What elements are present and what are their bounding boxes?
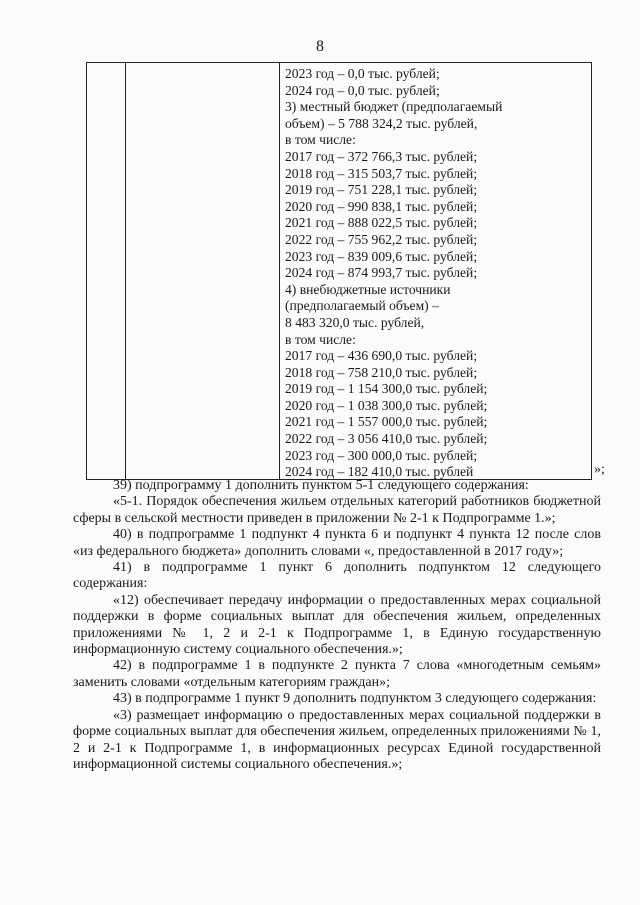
paragraph-39: 39) подпрограмму 1 дополнить пунктом 5-1 следующего содержания: [113, 478, 529, 493]
cell-line: (предполагаемый объем) – [285, 298, 439, 314]
paragraph-41: 41) в подпрограмме 1 пункт 6 дополнить подпунктом 12 следующего содержания: [73, 560, 601, 592]
cell-line: 2024 год – 874 993,7 тыс. рублей; [285, 265, 478, 281]
cell-line: 2022 год – 3 056 410,0 тыс. рублей; [285, 431, 488, 447]
cell-line: 2017 год – 372 766,3 тыс. рублей; [285, 148, 478, 164]
cell-line: 2024 год – 182 410,0 тыс. рублей [285, 464, 474, 480]
paragraph-39-quote: «5-1. Порядок обеспечения жильем отдельных категорий работников бюджетной сферы в сельской местности приведен в приложении № 2-1 к Подпрограмме 1.»; [73, 494, 601, 526]
cell-line: 2021 год – 888 022,5 тыс. рублей; [285, 215, 478, 231]
paragraph-40: 40) в подпрограмме 1 подпункт 4 пункта 6 и подпункт 4 пункта 12 после слов «из федерального бюджета» дополнить словами «, предоставленной в 2017 году»; [73, 527, 601, 559]
cell-line: 2020 год – 1 038 300,0 тыс. рублей; [285, 397, 488, 413]
cell-line: 2019 год – 751 228,1 тыс. рублей; [285, 182, 478, 198]
cell-line: 2024 год – 0,0 тыс. рублей; [285, 82, 440, 98]
cell-line: 2019 год – 1 154 300,0 тыс. рублей; [285, 381, 488, 397]
cell-line: 2021 год – 1 557 000,0 тыс. рублей; [285, 414, 488, 430]
cell-line: 2023 год – 839 009,6 тыс. рублей; [285, 248, 478, 264]
cell-line: 2023 год – 0,0 тыс. рублей; [285, 66, 440, 81]
paragraph-41-quote: «12) обеспечивает передачу информации о предоставленных мерах социальной поддержки в форме социальных выплат для обеспечения жильем, определенных приложениями № 1, 2 и 2-1 к Подпрограмме 1, в Единую государственную информационную систему социального обеспечения.»; [73, 592, 601, 658]
cell-line: 2023 год – 300 000,0 тыс. рублей; [285, 447, 478, 463]
table-column-divider [279, 63, 280, 479]
funding-table [86, 62, 592, 480]
paragraph-43: 43) в подпрограмме 1 пункт 9 дополнить подпунктом 3 следующего содержания: [113, 691, 597, 707]
cell-line: 4) внебюджетные источники [285, 281, 451, 297]
funding-cell [285, 66, 502, 481]
table-closing-quote: »; [594, 462, 605, 477]
cell-line: в том числе: [285, 132, 356, 148]
page-number: 8 [316, 38, 324, 55]
cell-line: в том числе: [285, 331, 356, 347]
cell-line: 2018 год – 758 210,0 тыс. рублей; [285, 364, 478, 380]
cell-line: 2017 год – 436 690,0 тыс. рублей; [285, 348, 478, 364]
table-column-divider [125, 63, 126, 479]
cell-line: 2022 год – 755 962,2 тыс. рублей; [285, 231, 478, 247]
paragraph-43-quote: «3) размещает информацию о предоставленных мерах социальной поддержки в форме социальных выплат для обеспечения жильем, определенных приложениями № 1, 2 и 2-1 к Подпрограмме 1, в информационных ресурсах Единой государственной информационной системы социального обеспечения.»; [73, 707, 601, 772]
cell-line: 3) местный бюджет (предполагаемый [285, 99, 503, 115]
cell-line: объем) – 5 788 324,2 тыс. рублей, [285, 115, 478, 131]
amendments-text [73, 478, 601, 773]
cell-line: 2020 год – 990 838,1 тыс. рублей; [285, 198, 478, 214]
cell-line: 2018 год – 315 503,7 тыс. рублей; [285, 165, 478, 181]
paragraph-42: 42) в подпрограмме 1 в подпункте 2 пункта 7 слова «многодетным семьям» заменить словами «отдельным категориям граждан»; [73, 658, 601, 690]
cell-line: 8 483 320,0 тыс. рублей, [285, 314, 425, 330]
